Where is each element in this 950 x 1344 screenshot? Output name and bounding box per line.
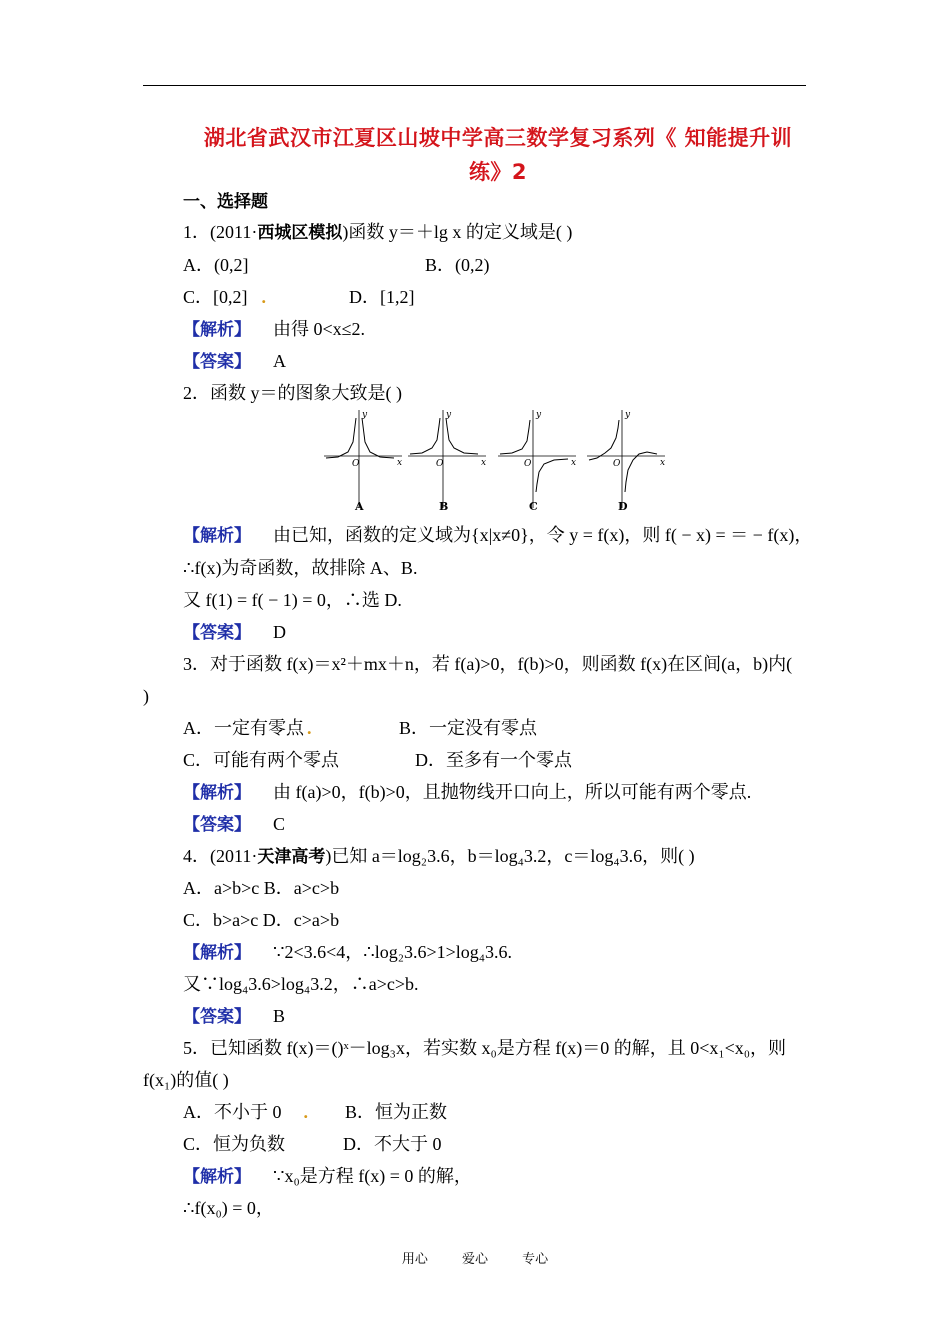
header-rule [143, 85, 806, 86]
graph-b-y-label: y [446, 410, 452, 420]
q2-analysis-1 [183, 523, 812, 548]
q3-analysis [183, 780, 751, 805]
graph-b-origin: O [436, 459, 444, 469]
q1-stem-body: )函数 y＝＋lg x 的定义域是( ) [342, 222, 573, 242]
q5-option-b: B．恒为正数 [345, 1102, 448, 1122]
q4-options-cd: C．b>a>c D．c>a>b [183, 910, 340, 930]
graph-d [587, 410, 665, 513]
graph-d-origin: O [613, 459, 621, 469]
q5-stem-1: 5．已知函数 f(x)＝()ˣ－log₃x，若实数 x₀是方程 f(x)＝0 的解，且 0<x₁<x₀，则 [183, 1038, 787, 1058]
q3-answer-text: C [273, 814, 286, 834]
q1-source: 西城区模拟 [257, 223, 343, 243]
answer-tag: 【答案】 [183, 815, 251, 835]
stray-mark: . [303, 1102, 308, 1122]
q4-stem-body: )已知 a＝log₂3.6，b＝log₄3.2，c＝log₄3.6，则( ) [325, 846, 695, 866]
page-footer [0, 1248, 950, 1267]
q4-analysis-1 [183, 940, 512, 965]
q4-source: 天津高考 [257, 847, 326, 867]
analysis-tag: 【解析】 [183, 1167, 251, 1187]
q1-stem [183, 220, 572, 245]
q3-analysis-text: 由 f(a)>0，f(b)>0，且抛物线开口向上，所以可能有两个零点. [273, 782, 752, 802]
q4-options-ab: A．a>b>c B．a>c>b [183, 878, 340, 898]
q5-stem-2: f(x₁)的值( ) [143, 1070, 229, 1090]
graph-c-label: C [529, 500, 538, 513]
stray-mark: . [307, 718, 312, 738]
footer-item: 专心 [522, 1252, 549, 1267]
q5-analysis-1 [183, 1164, 472, 1189]
q3-answer [183, 812, 285, 837]
q1-option-c-text: C．[0,2] [183, 287, 248, 307]
q5-option-a [183, 1100, 308, 1124]
q1-option-c [183, 285, 266, 309]
q3-option-b: B．一定没有零点 [399, 718, 538, 738]
q3-option-d: D．至多有一个零点 [415, 750, 572, 770]
page-title-line-2: 练》2 [468, 160, 528, 184]
q1-option-d: D．[1,2] [349, 287, 415, 307]
graph-d-label: D [618, 500, 628, 513]
graph-a-y-label: y [362, 410, 368, 420]
graph-c [498, 410, 576, 513]
q1-answer [183, 349, 286, 374]
q1-analysis [183, 317, 365, 342]
answer-tag: 【答案】 [183, 352, 251, 372]
q3-option-c: C．可能有两个零点 [183, 750, 340, 770]
page-title-line-1: 湖北省武汉市江夏区山坡中学高三数学复习系列《 知能提升训 [203, 126, 793, 150]
q2-graph-options [322, 408, 667, 516]
analysis-tag: 【解析】 [183, 943, 251, 963]
q4-analysis-text-1: ∵2<3.6<4，∴log₂3.6>1>log₄3.6. [273, 942, 513, 962]
analysis-tag: 【解析】 [183, 783, 251, 803]
q5-option-d: D．不大于 0 [343, 1134, 442, 1154]
graph-c-x-label: x [571, 458, 577, 468]
q5-analysis-2: ∴f(x₀) = 0， [183, 1198, 274, 1218]
q4-answer [183, 1004, 285, 1029]
footer-item: 爱心 [461, 1252, 488, 1267]
q2-answer-text: D [273, 622, 286, 642]
q4-stem [183, 844, 695, 869]
q3-stem-2: ) [143, 686, 149, 706]
q2-analysis-3: 又 f(1) = f( − 1) = 0，∴选 D. [183, 590, 402, 610]
graph-c-origin: O [524, 459, 532, 469]
q1-stem-prefix: 1．(2011· [183, 222, 258, 242]
q1-option-a: A．(0,2] [183, 255, 249, 275]
analysis-tag: 【解析】 [183, 526, 251, 546]
graph-c-y-label: y [536, 410, 542, 420]
section-heading: 一、选择题 [183, 192, 268, 212]
q2-stem: 2．函数 y＝的图象大致是( ) [183, 383, 402, 403]
graph-b-label: B [439, 500, 449, 513]
graph-b-x-label: x [481, 458, 487, 468]
q4-answer-text: B [273, 1006, 286, 1026]
graph-b [408, 410, 486, 513]
stray-mark: . [261, 287, 266, 307]
graph-a-origin: O [352, 459, 360, 469]
graph-a-label: A [355, 500, 364, 513]
graph-d-x-label: x [660, 458, 666, 468]
q4-analysis-2: 又∵log₄3.6>log₄3.2，∴a>c>b. [183, 974, 419, 994]
q4-stem-prefix: 4．(2011· [183, 846, 258, 866]
q2-analysis-text-1: 由已知，函数的定义域为{x|x≠0}，令 y = f(x)，则 f( − x) = ＝ − f(x)， [273, 525, 813, 545]
q5-option-c: C．恒为负数 [183, 1134, 286, 1154]
analysis-tag: 【解析】 [183, 320, 251, 340]
graph-a [324, 410, 402, 513]
answer-tag: 【答案】 [183, 623, 251, 643]
q3-option-a-text: A．一定有零点 [183, 718, 304, 738]
graph-a-x-label: x [397, 458, 403, 468]
q1-answer-text: A [273, 351, 286, 371]
graph-d-y-label: y [625, 410, 631, 420]
q1-analysis-text: 由得 0<x≤2. [273, 319, 366, 339]
q2-analysis-2: ∴f(x)为奇函数，故排除 A、B. [183, 558, 418, 578]
q5-option-a-text: A．不小于 0 [183, 1102, 282, 1122]
q5-analysis-text-1: ∵x₀是方程 f(x) = 0 的解， [273, 1166, 472, 1186]
q2-answer [183, 620, 286, 645]
footer-item: 用心 [401, 1252, 428, 1267]
answer-tag: 【答案】 [183, 1007, 251, 1027]
q1-option-b: B．(0,2) [425, 255, 490, 275]
q3-option-a [183, 716, 312, 740]
q3-stem-1: 3．对于函数 f(x)＝x²＋mx＋n，若 f(a)>0，f(b)>0，则函数 f(x)在区间(a，b)内( [183, 654, 793, 674]
